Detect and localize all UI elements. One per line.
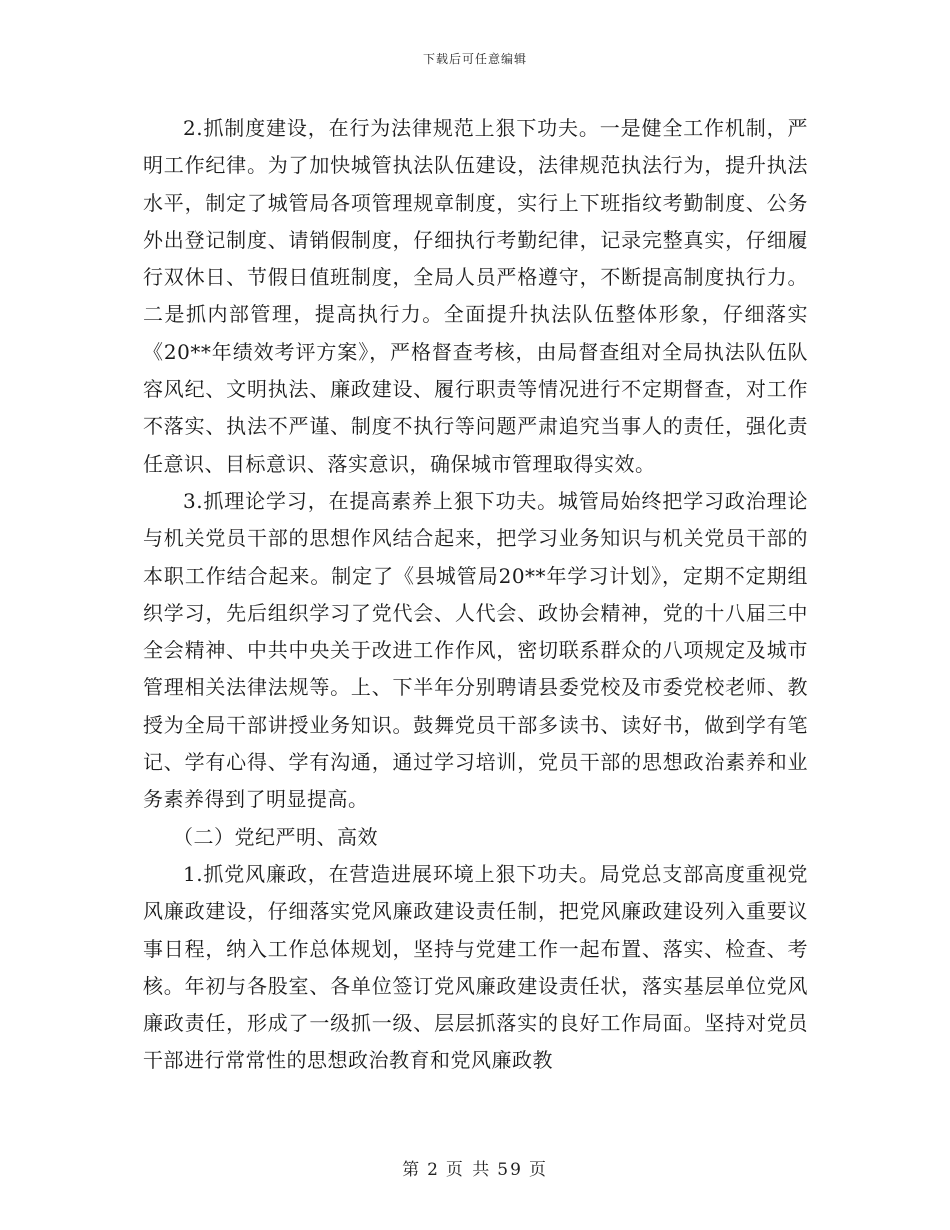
document-body [143,110,808,1080]
paragraph-theory-study: 3.抓理论学习，在提高素养上狠下功夫。城管局始终把学习政治理论与机关党员干部的思想作风结合起来，把学习业务知识与机关党员干部的本职工作结合起来。制定了《县城管局20**年学习计划》，定期不定期组织学习，先后组织学习了党代会、人代会、政协会精神，党的十八届三中全会精神、中共中央关于改进工作作风，密切联系群众的八项规定及城市管理相关法律法规等。上、下半年分别聘请县委党校及市委党校老师、教授为全局干部讲授业务知识。鼓舞党员干部多读书、读好书，做到学有笔记、学有心得、学有沟通，通过学习培训，党员干部的思想政治素养和业务素养得到了明显提高。 [143,488,808,812]
footer-suffix: 页 [528,1160,548,1180]
page-footer [0,1155,950,1180]
footer-prefix: 第 [402,1160,422,1180]
paragraph-system-building: 2.抓制度建设，在行为法律规范上狠下功夫。一是健全工作机制，严明工作纪律。为了加快城管执法队伍建设，法律规范执法行为，提升执法水平，制定了城管局各项管理规章制度，实行上下班指纹考勤制度、公务外出登记制度、请销假制度，仔细执行考勤纪律，记录完整真实，仔细履行双休日、节假日值班制度，全局人员严格遵守，不断提高制度执行力。二是抓内部管理，提高执行力。全面提升执法队伍整体形象，仔细落实《20**年绩效考评方案》，严格督查考核，由局督查组对全局执法队伍队容风纪、文明执法、廉政建设、履行职责等情况进行不定期督查，对工作不落实、执法不严谨、制度不执行等问题严肃追究当事人的责任，强化责任意识、目标意识、落实意识，确保城市管理取得实效。 [143,116,808,476]
footer-mid: 页 共 [445,1160,492,1180]
section-heading: （二）党纪严明、高效 [173,824,378,849]
paragraph-party-conduct: 1.抓党风廉政，在营造进展环境上狠下功夫。局党总支部高度重视党风廉政建设，仔细落实党风廉政建设责任制，把党风廉政建设列入重要议事日程，纳入工作总体规划，坚持与党建工作一起布置、落实、检查、考核。年初与各股室、各单位签订党风廉政建设责任状，落实基层单位党风廉政责任，形成了一级抓一级、层层抓落实的良好工作局面。坚持对党员干部进行常常性的思想政治教育和党风廉政教 [143,861,808,1073]
page-number: 2 [427,1160,440,1180]
page-total: 59 [497,1160,523,1180]
page-header: 下载后可任意编辑 [422,52,527,66]
